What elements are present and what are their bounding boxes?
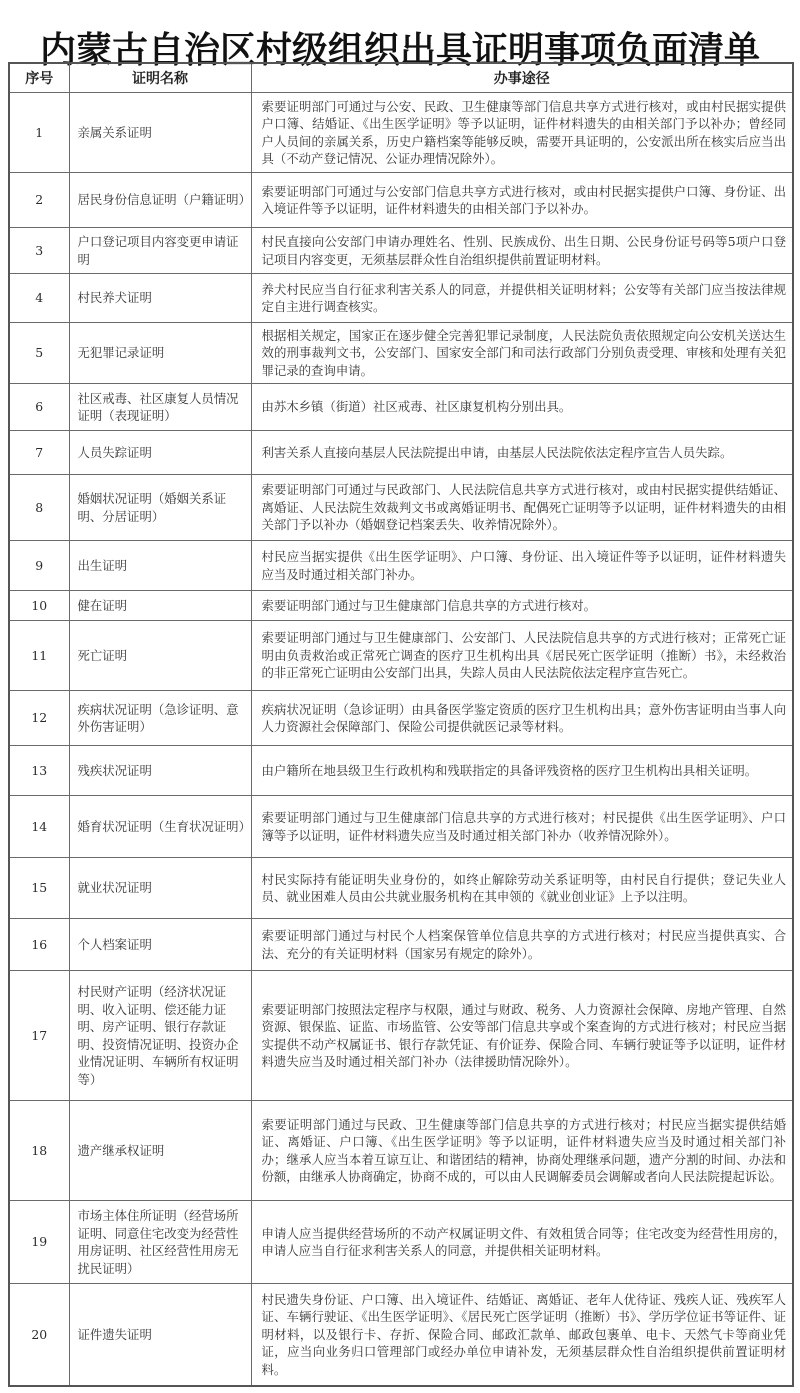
row-handling-method: 索要证明部门通过与卫生健康部门信息共享的方式进行核对；村民提供《出生医学证明》、户口簿等予以证明，证件材料遗失应当及时通过相关部门补办（收养情况除外）。 (251, 796, 793, 858)
negative-list-table (8, 62, 794, 1387)
row-serial-number: 7 (9, 431, 69, 475)
row-certificate-name: 健在证明 (69, 591, 251, 621)
row-serial-number: 4 (9, 274, 69, 323)
row-certificate-name: 出生证明 (69, 541, 251, 591)
table-row (9, 384, 793, 431)
row-certificate-name: 残疾状况证明 (69, 746, 251, 796)
row-handling-method: 索要证明部门按照法定程序与权限，通过与财政、税务、人力资源社会保障、房地产管理、自然资源、银保监、证监、市场监管、公安等部门信息共享或个案查询的方式进行核对；村民应当据实提供不动产权属证书、银行存款凭证、有价证券、保险合同、车辆行驶证等予以证明，证件材料遗失应当及时通过相关部门补办（法律援助情况除外）。 (251, 971, 793, 1101)
table-row (9, 1201, 793, 1284)
row-certificate-name: 遗产继承权证明 (69, 1101, 251, 1201)
header-certificate-name: 证明名称 (69, 63, 251, 93)
table-row (9, 323, 793, 384)
row-certificate-name: 村民养犬证明 (69, 274, 251, 323)
table-row (9, 591, 793, 621)
row-certificate-name: 户口登记项目内容变更申请证明 (69, 228, 251, 274)
table-row (9, 475, 793, 541)
table-row (9, 796, 793, 858)
row-handling-method: 申请人应当提供经营场所的不动产权属证明文件、有效租赁合同等；住宅改变为经营性用房的，申请人应当自行征求利害关系人的同意，并提供相关证明材料。 (251, 1201, 793, 1284)
document-title: 内蒙古自治区村级组织出具证明事项负面清单 (39, 30, 760, 72)
row-handling-method: 根据相关规定，国家正在逐步健全完善犯罪记录制度，人民法院负责依照规定向公安机关送达生效的刑事裁判文书，公安部门、国家安全部门和司法行政部门分别负责受理、审核和处理有关犯罪记录的查询申请。 (251, 323, 793, 384)
table-row (9, 971, 793, 1101)
row-serial-number: 16 (9, 919, 69, 971)
table-row (9, 1101, 793, 1201)
row-serial-number: 1 (9, 93, 69, 173)
row-serial-number: 13 (9, 746, 69, 796)
row-serial-number: 5 (9, 323, 69, 384)
row-certificate-name: 居民身份信息证明（户籍证明） (69, 173, 251, 228)
table-row (9, 228, 793, 274)
row-handling-method: 村民应当据实提供《出生医学证明》、户口簿、身份证、出入境证件等予以证明，证件材料遗失应当及时通过相关部门补办。 (251, 541, 793, 591)
row-handling-method: 养犬村民应当自行征求利害关系人的同意，并提供相关证明材料；公安等有关部门应当按法律规定自主进行调查核实。 (251, 274, 793, 323)
row-certificate-name: 婚育状况证明（生育状况证明） (69, 796, 251, 858)
row-handling-method: 由户籍所在地县级卫生行政机构和残联指定的具备评残资格的医疗卫生机构出具相关证明。 (251, 746, 793, 796)
row-serial-number: 8 (9, 475, 69, 541)
row-certificate-name: 村民财产证明（经济状况证明、收入证明、偿还能力证明、房产证明、银行存款证明、投资情况证明、投资办企业情况证明、车辆所有权证明等） (69, 971, 251, 1101)
table-row (9, 919, 793, 971)
row-serial-number: 11 (9, 621, 69, 691)
row-certificate-name: 无犯罪记录证明 (69, 323, 251, 384)
table-row (9, 691, 793, 746)
row-handling-method: 村民直接向公安部门申请办理姓名、性别、民族成份、出生日期、公民身份证号码等5项户口登记项目内容变更，无须基层群众性自治组织提供前置证明材料。 (251, 228, 793, 274)
table-row (9, 431, 793, 475)
row-certificate-name: 人员失踪证明 (69, 431, 251, 475)
row-certificate-name: 证件遗失证明 (69, 1284, 251, 1386)
table-row (9, 858, 793, 919)
row-serial-number: 19 (9, 1201, 69, 1284)
row-handling-method: 村民遗失身份证、户口簿、出入境证件、结婚证、离婚证、老年人优待证、残疾人证、残疾军人证、车辆行驶证、《出生医学证明》、《居民死亡医学证明（推断）书》、学历学位证书等证件、证明材料，以及银行卡、存折、保险合同、邮政汇款单、邮政包裹单、电卡、天然气卡等商业凭证，应当向业务归口管理部门或经办单位申请补发，无须基层群众性自治组织提供前置证明材料。 (251, 1284, 793, 1386)
row-certificate-name: 死亡证明 (69, 621, 251, 691)
row-handling-method: 索要证明部门可通过与公安部门信息共享方式进行核对，或由村民据实提供户口簿、身份证、出入境证件等予以证明，证件材料遗失的由相关部门予以补办。 (251, 173, 793, 228)
table-row (9, 1284, 793, 1386)
table-row (9, 621, 793, 691)
row-handling-method: 疾病状况证明（急诊证明）由具备医学鉴定资质的医疗卫生机构出具；意外伤害证明由当事人向人力资源社会保障部门、保险公司提供就医记录等材料。 (251, 691, 793, 746)
row-serial-number: 20 (9, 1284, 69, 1386)
row-handling-method: 利害关系人直接向基层人民法院提出申请，由基层人民法院依法定程序宣告人员失踪。 (251, 431, 793, 475)
row-certificate-name: 个人档案证明 (69, 919, 251, 971)
table-row (9, 541, 793, 591)
row-certificate-name: 社区戒毒、社区康复人员情况证明（表现证明） (69, 384, 251, 431)
row-certificate-name: 疾病状况证明（急诊证明、意外伤害证明） (69, 691, 251, 746)
row-serial-number: 15 (9, 858, 69, 919)
row-serial-number: 6 (9, 384, 69, 431)
row-handling-method: 由苏木乡镇（街道）社区戒毒、社区康复机构分别出具。 (251, 384, 793, 431)
row-certificate-name: 婚姻状况证明（婚姻关系证明、分居证明） (69, 475, 251, 541)
row-certificate-name: 亲属关系证明 (69, 93, 251, 173)
table-row (9, 274, 793, 323)
row-serial-number: 3 (9, 228, 69, 274)
row-certificate-name: 市场主体住所证明（经营场所证明、同意住宅改变为经营性用房证明、社区经营性用房无扰民证明） (69, 1201, 251, 1284)
row-handling-method: 索要证明部门通过与卫生健康部门信息共享的方式进行核对。 (251, 591, 793, 621)
row-serial-number: 12 (9, 691, 69, 746)
table-row (9, 93, 793, 173)
row-handling-method: 索要证明部门可通过与民政部门、人民法院信息共享方式进行核对，或由村民据实提供结婚证、离婚证、人民法院生效裁判文书或离婚证明书、配偶死亡证明等予以证明，证件材料遗失的由相关部门予以补办（婚姻登记档案丢失、收养情况除外）。 (251, 475, 793, 541)
row-handling-method: 村民实际持有能证明失业身份的，如终止解除劳动关系证明等，由村民自行提供；登记失业人员、就业困难人员由公共就业服务机构在其申领的《就业创业证》上予以注明。 (251, 858, 793, 919)
row-serial-number: 17 (9, 971, 69, 1101)
table-row (9, 746, 793, 796)
row-handling-method: 索要证明部门通过与村民个人档案保管单位信息共享的方式进行核对；村民应当提供真实、合法、充分的有关证明材料（国家另有规定的除外）。 (251, 919, 793, 971)
table-header-row (9, 63, 793, 93)
row-serial-number: 18 (9, 1101, 69, 1201)
table-row (9, 173, 793, 228)
header-handling-method: 办事途径 (251, 63, 793, 93)
row-handling-method: 索要证明部门通过与民政、卫生健康等部门信息共享的方式进行核对；村民应当据实提供结婚证、离婚证、户口簿、《出生医学证明》等予以证明，证件材料遗失应当及时通过相关部门补办；继承人应当本着互谅互让、和谐团结的精神，协商处理继承问题，遗产分割的时间、办法和份额，由继承人协商确定，协商不成的，可以由人民调解委员会调解或者向人民法院提起诉讼。 (251, 1101, 793, 1201)
row-handling-method: 索要证明部门通过与卫生健康部门、公安部门、人民法院信息共享的方式进行核对；正常死亡证明由负责救治或正常死亡调查的医疗卫生机构出具《居民死亡医学证明（推断）书》，未经救治的非正常死亡证明由公安部门出具，失踪人员由人民法院依法定程序宣告死亡。 (251, 621, 793, 691)
row-serial-number: 2 (9, 173, 69, 228)
row-serial-number: 10 (9, 591, 69, 621)
row-handling-method: 索要证明部门可通过与公安、民政、卫生健康等部门信息共享方式进行核对，或由村民据实提供户口簿、结婚证、《出生医学证明》等予以证明，证件材料遗失的由相关部门予以补办；曾经同户人员间的亲属关系，历史户籍档案等能够反映，需要开具证明的，公安派出所在核实后应当出具（不动产登记情况、公证办理情况除外）。 (251, 93, 793, 173)
row-serial-number: 14 (9, 796, 69, 858)
row-serial-number: 9 (9, 541, 69, 591)
row-certificate-name: 就业状况证明 (69, 858, 251, 919)
header-serial-number: 序号 (9, 63, 69, 93)
